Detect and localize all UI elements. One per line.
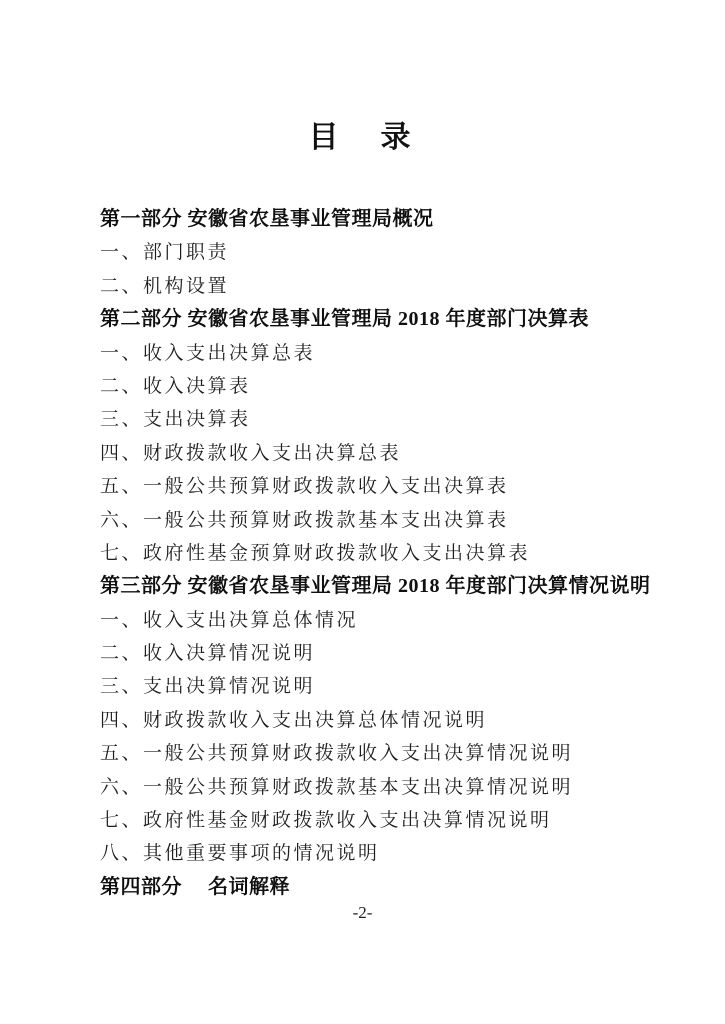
- toc-section-heading: 第一部分 安徽省农垦事业管理局概况: [100, 208, 434, 230]
- toc-item: 四、财政拨款收入支出决算总表: [100, 442, 402, 464]
- toc-list: [0, 203, 725, 904]
- toc-item: 七、政府性基金财政拨款收入支出决算情况说明: [100, 810, 552, 832]
- toc-item: 一、部门职责: [100, 242, 230, 264]
- toc-item: 五、一般公共预算财政拨款收入支出决算情况说明: [100, 743, 574, 765]
- toc-section-heading: 第二部分 安徽省农垦事业管理局 2018 年度部门决算表: [100, 308, 589, 331]
- page-number: -2-: [352, 903, 373, 922]
- toc-item: 二、机构设置: [100, 275, 230, 297]
- toc-section-heading: 第三部分 安徽省农垦事业管理局 2018 年度部门决算情况说明: [100, 575, 651, 598]
- toc-item: 六、一般公共预算财政拨款基本支出决算情况说明: [100, 776, 574, 798]
- toc-item: 三、支出决算情况说明: [100, 676, 316, 698]
- toc-item: 七、政府性基金预算财政拨款收入支出决算表: [100, 542, 531, 564]
- toc-item: 四、财政拨款收入支出决算总体情况说明: [100, 709, 488, 731]
- toc-section-heading: 第四部分 名词解释: [100, 875, 290, 898]
- toc-item: 二、收入决算情况说明: [100, 643, 316, 665]
- toc-item: 一、收入支出决算总体情况: [100, 609, 359, 631]
- toc-item: 六、一般公共预算财政拨款基本支出决算表: [100, 509, 509, 531]
- toc-item: 三、支出决算表: [100, 409, 251, 431]
- toc-item: 二、收入决算表: [100, 375, 251, 397]
- toc-item: 八、其他重要事项的情况说明: [100, 843, 380, 865]
- toc-item: 一、收入支出决算总表: [100, 342, 316, 364]
- toc-item: 五、一般公共预算财政拨款收入支出决算表: [100, 476, 509, 498]
- page-title: 目 录: [308, 121, 417, 154]
